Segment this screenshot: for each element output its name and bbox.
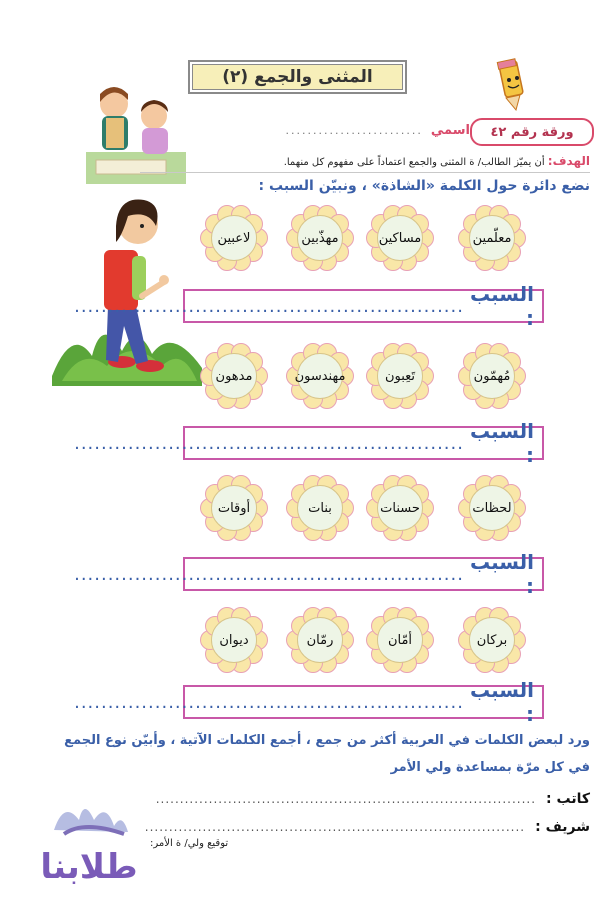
word-label: مهندسون — [297, 353, 343, 399]
pencil-mascot-icon — [488, 58, 538, 116]
reason-answer-box[interactable] — [74, 282, 544, 330]
goal-text: أن يميّز الطالب/ ة المثنى والجمع اعتماداً على مفهوم كل منهما. — [283, 157, 545, 168]
word-label: مدهون — [211, 353, 257, 399]
name-field[interactable] — [230, 120, 470, 140]
word-label: بركان — [469, 617, 515, 663]
word-flower[interactable] — [200, 342, 266, 408]
header-divider — [140, 172, 590, 173]
word-flower[interactable] — [366, 204, 432, 270]
word-flower[interactable] — [366, 474, 432, 540]
word-label: لحظات — [469, 485, 515, 531]
word-label: رمّان — [297, 617, 343, 663]
word-label: مُهمّون — [469, 353, 515, 399]
answer-dots: ............................................................................... — [155, 792, 537, 806]
logo-text: طلابنا — [40, 847, 138, 887]
children-studying-illustration — [86, 82, 186, 184]
word-flower[interactable] — [366, 342, 432, 408]
plural-paragraph-line1: ورد لبعض الكلمات في العربية أكثر من جمع ، أجمع الكلمات الآتية ، وأبيّن نوع الجمع — [64, 733, 590, 748]
word-label: بنات — [297, 485, 343, 531]
reason-label: السبب : — [469, 419, 534, 467]
word-flower[interactable] — [458, 474, 524, 540]
talabina-logo — [24, 790, 154, 890]
plural-paragraph-line2: في كل مرّة بمساعدة ولي الأمر — [390, 760, 590, 775]
reason-label: السبب : — [469, 282, 534, 330]
reason-answer-box[interactable] — [74, 678, 544, 726]
word-flower[interactable] — [286, 474, 352, 540]
word-flower[interactable] — [286, 204, 352, 270]
reason-answer-box[interactable] — [74, 550, 544, 598]
plural-answer-row[interactable] — [130, 817, 590, 837]
plural-answer-row[interactable] — [130, 789, 590, 809]
word-label: مهذّبين — [297, 215, 343, 261]
word-label: لاعبين — [211, 215, 257, 261]
instruction-text: نضع دائرة حول الكلمة «الشاذة» ، ونبيّن السبب : — [258, 178, 590, 194]
sheet-number-badge: ورقة رقم ٤٢ — [470, 118, 594, 146]
word-flower[interactable] — [286, 606, 352, 672]
girl-illustration — [52, 186, 212, 386]
word-flower[interactable] — [200, 474, 266, 540]
reason-dots: .......................................................... — [74, 563, 464, 585]
guardian-signature-label: توقيع ولي/ ة الأمر: — [150, 838, 229, 849]
word-label: تَعِبون — [377, 353, 423, 399]
answer-dots: ............................................................................... — [144, 820, 526, 834]
reason-dots: .......................................................... — [74, 691, 464, 713]
word-label: أوقات — [211, 485, 257, 531]
word-label: معلّمين — [469, 215, 515, 261]
name-label: اسمي — [430, 122, 470, 138]
reason-dots: .......................................................... — [74, 432, 464, 454]
word-label: حسنات — [377, 485, 423, 531]
goal-label: الهدف: — [547, 154, 590, 168]
name-dots: ......................... — [285, 123, 423, 137]
reason-answer-box[interactable] — [74, 419, 544, 467]
word-label: أمّان — [377, 617, 423, 663]
word-label: شريف : — [535, 819, 590, 835]
word-flower[interactable] — [286, 342, 352, 408]
word-flower[interactable] — [200, 606, 266, 672]
word-flower[interactable] — [458, 204, 524, 270]
word-flower[interactable] — [200, 204, 266, 270]
word-flower[interactable] — [458, 606, 524, 672]
word-flower[interactable] — [458, 342, 524, 408]
word-label: كاتب : — [546, 791, 590, 807]
reason-label: السبب : — [469, 550, 534, 598]
word-label: ديوان — [211, 617, 257, 663]
word-label: مساكين — [377, 215, 423, 261]
word-flower[interactable] — [366, 606, 432, 672]
goal-line — [150, 154, 590, 168]
reason-label: السبب : — [469, 678, 534, 726]
reason-dots: .......................................................... — [74, 295, 464, 317]
page-title: المثنى والجمع (٢) — [188, 60, 407, 94]
